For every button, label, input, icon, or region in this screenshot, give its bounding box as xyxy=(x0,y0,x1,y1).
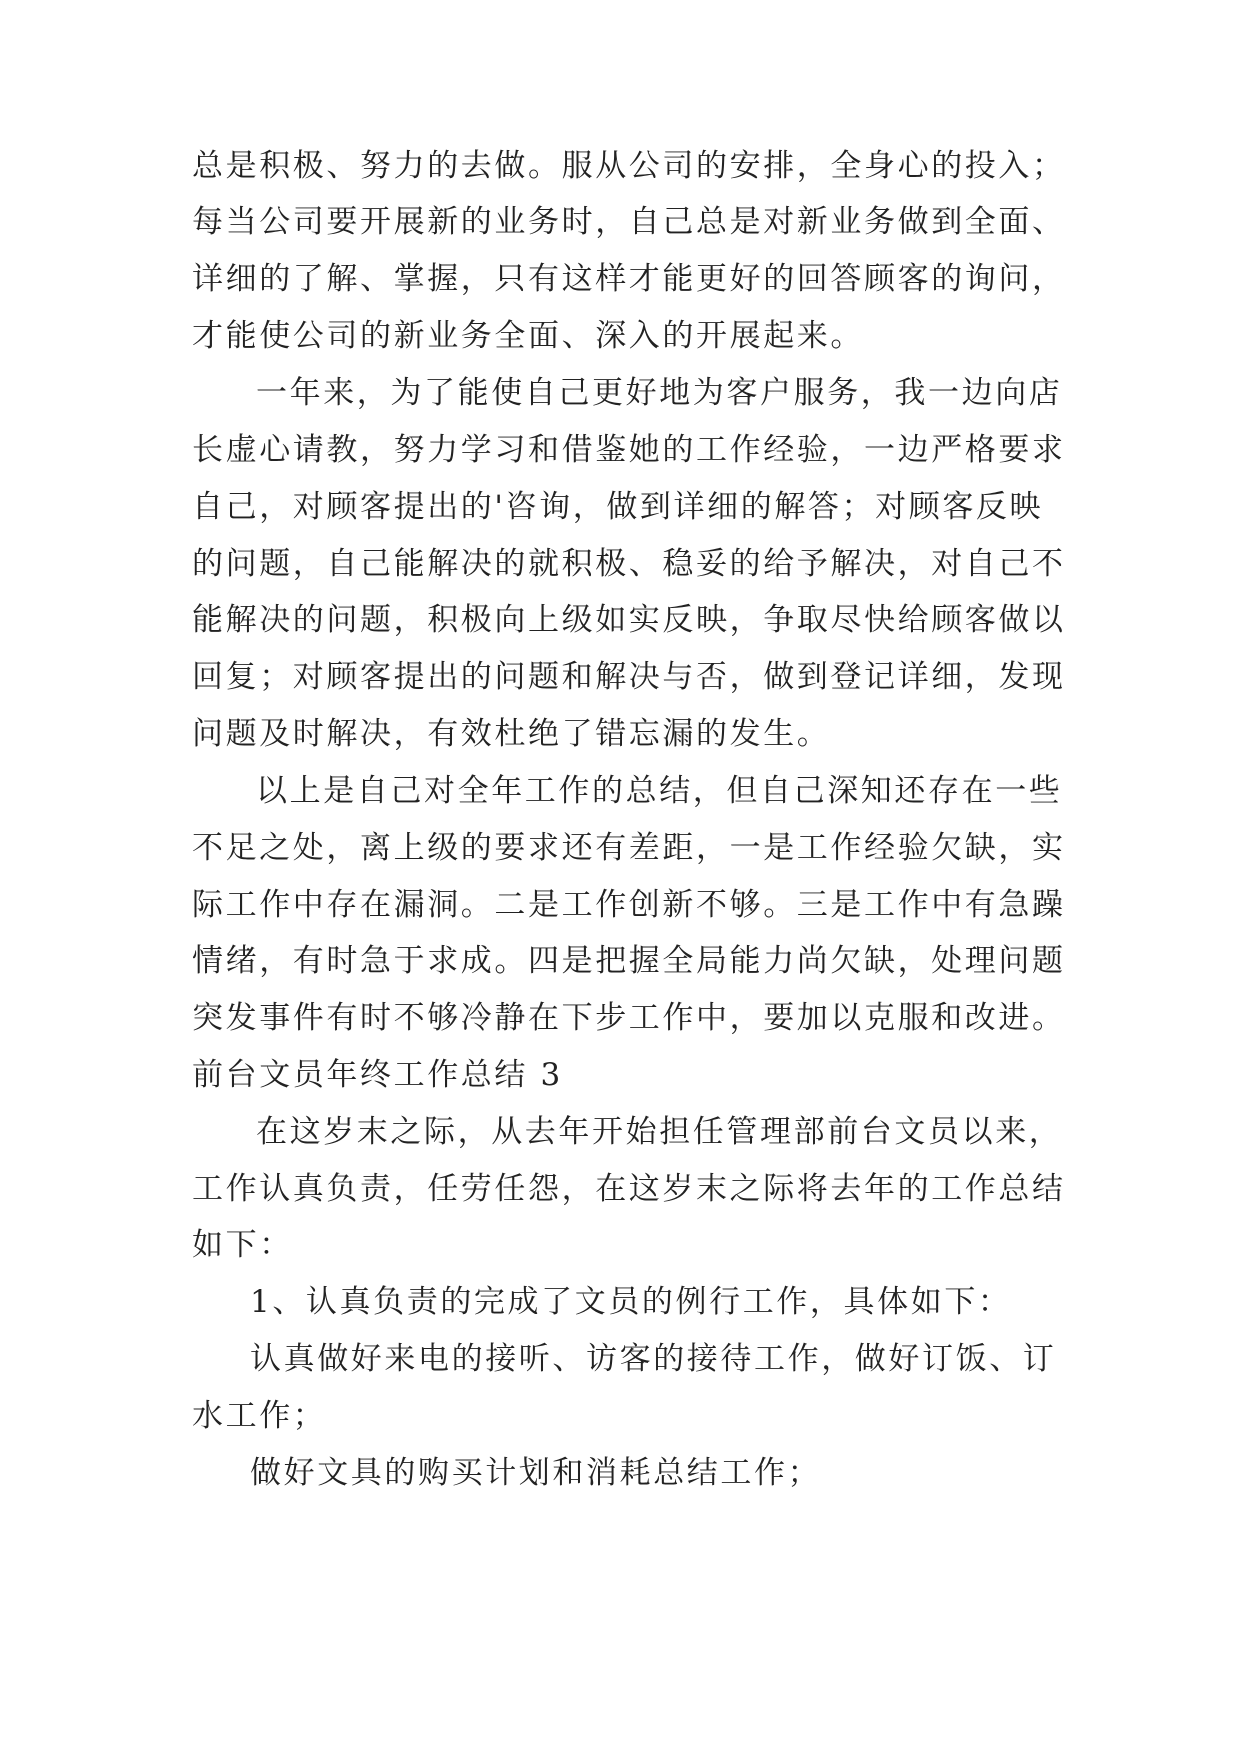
text-line: 突发事件有时不够冷静在下步工作中，要加以克服和改进。 xyxy=(192,1000,1066,1036)
list-item: 1、认真负责的完成了文员的例行工作，具体如下： xyxy=(250,1284,1012,1320)
text-line: 自己，对顾客提出的'咨询，做到详细的解答；对顾客反映 xyxy=(192,489,1044,525)
text-line: 长虚心请教，努力学习和借鉴她的工作经验，一边严格要求 xyxy=(192,432,1066,468)
text-line: 才能使公司的新业务全面、深入的开展起来。 xyxy=(192,318,864,354)
text-line: 的问题，自己能解决的就积极、稳妥的给予解决，对自己不 xyxy=(192,546,1066,582)
paragraph-first-line: 一年来，为了能使自己更好地为客户服务，我一边向店 xyxy=(256,375,1063,411)
list-item: 做好文具的购买计划和消耗总结工作； xyxy=(250,1455,822,1491)
text-line: 能解决的问题，积极向上级如实反映，争取尽快给顾客做以 xyxy=(192,602,1066,638)
paragraph-first-line: 在这岁末之际，从去年开始担任管理部前台文员以来， xyxy=(256,1114,1063,1150)
text-line: 工作认真负责，任劳任怨，在这岁末之际将去年的工作总结 xyxy=(192,1171,1066,1207)
text-line: 回复；对顾客提出的问题和解决与否，做到登记详细，发现 xyxy=(192,659,1066,695)
text-line: 际工作中存在漏洞。二是工作创新不够。三是工作中有急躁 xyxy=(192,887,1066,923)
text-line: 问题及时解决，有效杜绝了错忘漏的发生。 xyxy=(192,716,831,752)
text-line: 每当公司要开展新的业务时，自己总是对新业务做到全面、 xyxy=(192,204,1066,240)
text-line: 水工作； xyxy=(192,1398,327,1434)
list-item: 认真做好来电的接听、访客的接待工作，做好订饭、订 xyxy=(250,1341,1057,1377)
paragraph-first-line: 以上是自己对全年工作的总结，但自己深知还存在一些 xyxy=(256,773,1063,809)
text-line: 详细的了解、掌握，只有这样才能更好的回答顾客的询问， xyxy=(192,261,1066,297)
section-title: 前台文员年终工作总结 3 xyxy=(192,1057,563,1093)
text-line: 如下： xyxy=(192,1227,293,1263)
text-line: 情绪，有时急于求成。四是把握全局能力尚欠缺，处理问题 xyxy=(192,943,1066,979)
text-line: 不足之处，离上级的要求还有差距，一是工作经验欠缺，实 xyxy=(192,830,1066,866)
text-line: 总是积极、努力的去做。服从公司的安排，全身心的投入； xyxy=(192,148,1066,184)
